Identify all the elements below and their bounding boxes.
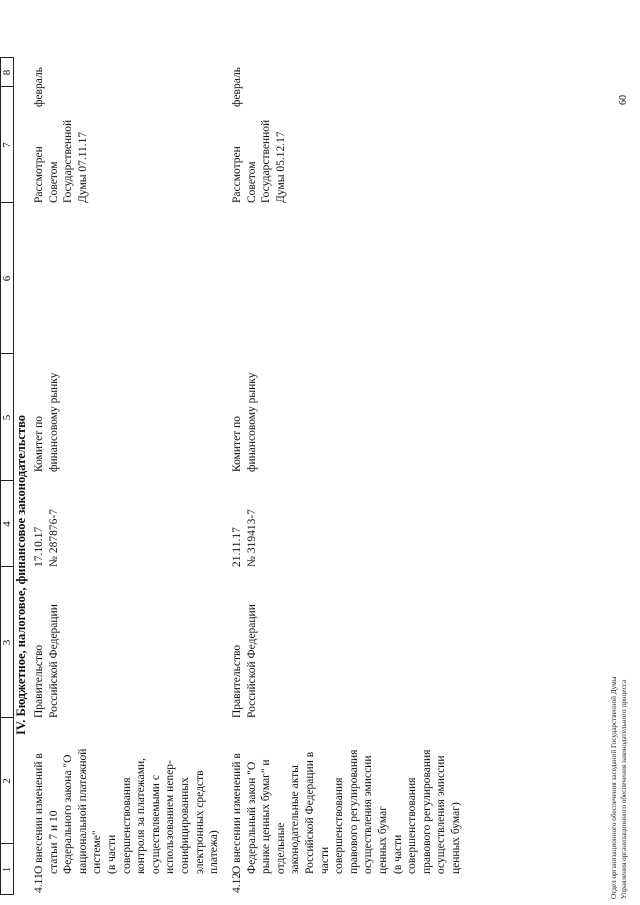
row-4-12-number: 4.12 bbox=[231, 872, 243, 893]
row-4-12-initiator: Правительство Российской Федерации bbox=[231, 604, 258, 718]
page-number: 60 bbox=[618, 95, 629, 105]
column-number-7: 7 bbox=[1, 142, 13, 148]
row-4-12-title: О внесении изменений в Федеральный закон "О рынке ценных бумаг" и отдельные законодательные акты Российской Федерации в части совершенствования правового регулирования осуществления эмиссии ценных бумаг (в части совершенствования правового регулирования осуществления эмиссии ценных бумаг) bbox=[231, 749, 462, 874]
row-4-11-committee: Комитет по финансовому рынку bbox=[33, 372, 60, 472]
row-4-12-committee: Комитет по финансовому рынку bbox=[231, 372, 258, 472]
row-4-11-initiator: Правительство Российской Федерации bbox=[33, 604, 60, 718]
column-number-2: 2 bbox=[1, 778, 13, 784]
row-4-12-date-number: 21.11.17 № 319413-7 bbox=[231, 509, 258, 567]
column-number-1: 1 bbox=[1, 866, 13, 873]
section-title: IV. Бюджетное, налоговое, финансовое законодательство bbox=[14, 414, 28, 735]
column-number-6: 6 bbox=[1, 275, 13, 282]
row-4-11-month: февраль bbox=[33, 67, 45, 107]
row-4-11-date-number: 17.10.17 № 287876-7 bbox=[33, 509, 60, 567]
row-4-11-number: 4.11 bbox=[33, 873, 45, 893]
footer-directorate-line: Управления организационного обеспечения законодательного процесса bbox=[620, 679, 628, 899]
row-4-12-status: Рассмотрен Советом Государственной Думы 05.12.17 bbox=[231, 119, 287, 203]
column-number-8: 8 bbox=[1, 69, 13, 76]
row-4-11-status: Рассмотрен Советом Государственной Думы 07.11.17 bbox=[33, 119, 89, 203]
row-4-11-title: О внесении изменений в статьи 7 и 10 Федерального закона "О национальной платежной системе" (в части совершенствования контроля за платежами, осуществляемыми с использованием неnер- сонифицированных электронных средств платежа) bbox=[33, 748, 221, 874]
footer-department-line: Отдел организационного обеспечения заседаний Государственной Думы bbox=[610, 676, 618, 899]
column-number-5: 5 bbox=[1, 414, 13, 421]
column-number-4: 4 bbox=[1, 521, 13, 527]
column-number-3: 3 bbox=[1, 639, 13, 646]
row-4-12-month: февраль bbox=[231, 67, 243, 107]
